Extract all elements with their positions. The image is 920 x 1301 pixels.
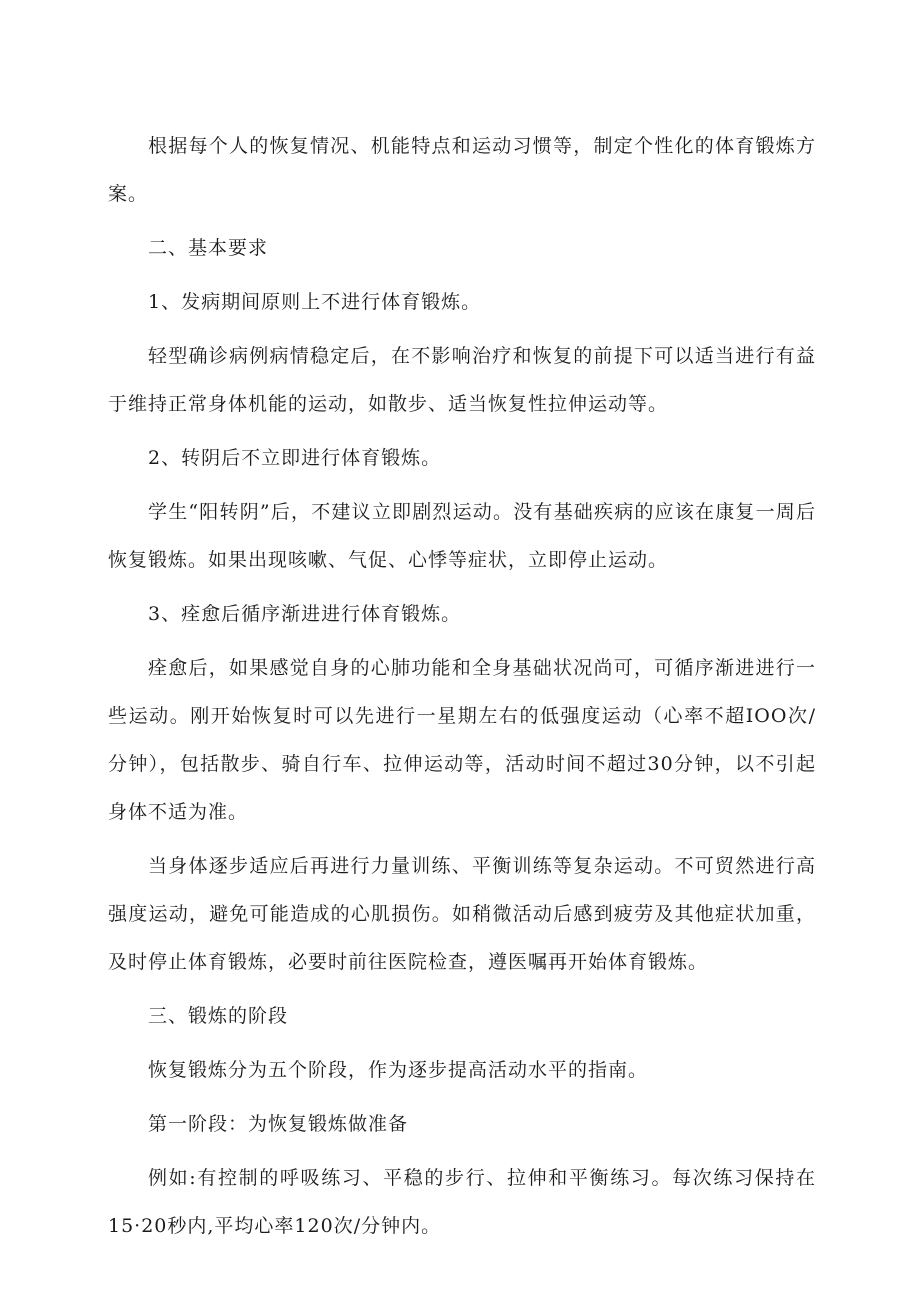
paragraph-stage-1-example: 例如:有控制的呼吸练习、平稳的步行、拉伸和平衡练习。每次练习保持在15·20秒内,平均心率120次/分钟内。 [108, 1167, 816, 1237]
item-heading-3: 3、痊愈后循序渐进进行体育锻炼。 [148, 603, 462, 625]
paragraph-plan: 根据每个人的恢复情况、机能特点和运动习惯等，制定个性化的体育锻炼方案。 [108, 135, 816, 205]
document-body [108, 122, 816, 1256]
section-heading-basic-requirements: 二、基本要求 [148, 237, 269, 259]
stage-heading-1: 第一阶段：为恢复锻炼做准备 [148, 1113, 409, 1135]
paragraph-after-recovery: 痊愈后，如果感觉自身的心肺功能和全身基础状况尚可，可循序渐进进行一些运动。刚开始恢复时可以先进行一星期左右的低强度运动（心率不超IOO次/分钟），包括散步、骑自行车、拉伸运动等，活动时间不超过30分钟，以不引起身体不适为准。 [108, 657, 816, 823]
paragraph-mild-cases: 轻型确诊病例病情稳定后，在不影响治疗和恢复的前提下可以适当进行有益于维持正常身体机能的运动，如散步、适当恢复性拉伸运动等。 [108, 345, 816, 415]
item-heading-2: 2、转阴后不立即进行体育锻炼。 [148, 447, 442, 469]
paragraph-after-negative: 学生“阳转阴”后，不建议立即剧烈运动。没有基础疾病的应该在康复一周后恢复锻炼。如果出现咳嗽、气促、心悸等症状，立即停止运动。 [108, 501, 816, 571]
paragraph-five-stages: 恢复锻炼分为五个阶段，作为逐步提高活动水平的指南。 [148, 1059, 649, 1081]
item-heading-1: 1、发病期间原则上不进行体育锻炼。 [148, 291, 482, 313]
section-heading-exercise-stages: 三、锻炼的阶段 [148, 1005, 289, 1027]
paragraph-advanced-training: 当身体逐步适应后再进行力量训练、平衡训练等复杂运动。不可贸然进行高强度运动，避免可能造成的心肌损伤。如稍微活动后感到疲劳及其他症状加重，及时停止体育锻炼，必要时前往医院检查，遵医嘱再开始体育锻炼。 [108, 855, 816, 973]
